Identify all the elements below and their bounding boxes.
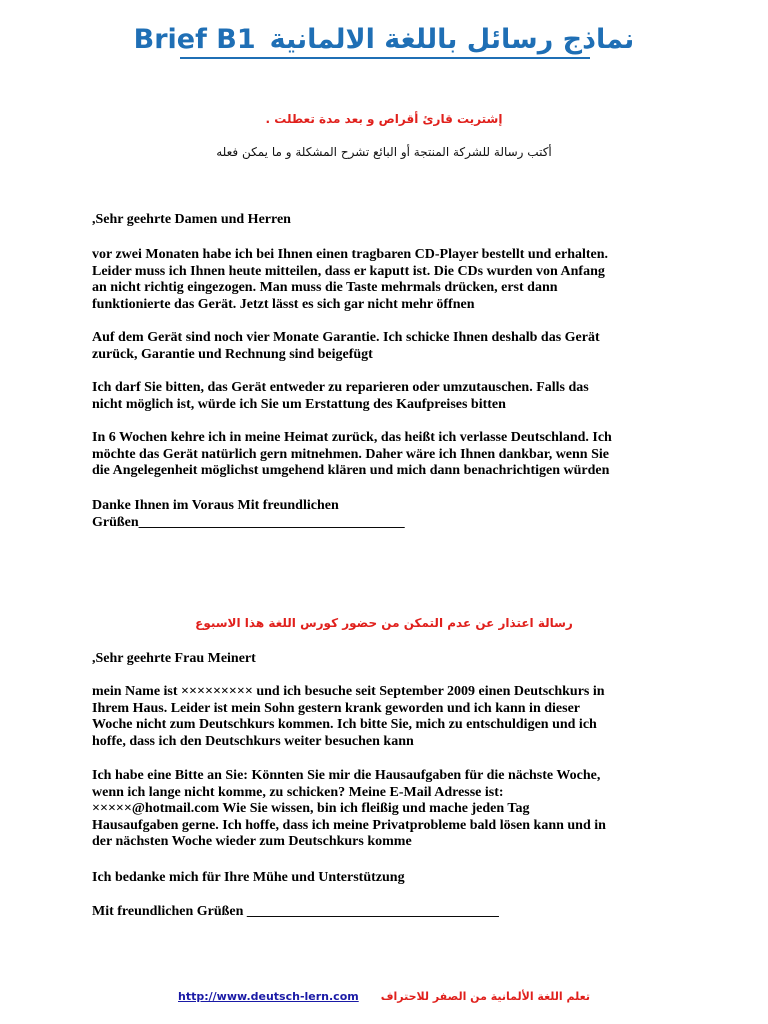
letter1-salutation: ,Sehr geehrte Damen und Herren [92, 212, 291, 227]
letter2-closing: Mit freundlichen Grüßen ____________________________________ [92, 904, 499, 919]
letter1-paragraph-2: Auf dem Gerät sind noch vier Monate Garantie. Ich schicke Ihnen deshalb das Gerät zurück, Garantie und Rechnung sind beigefügt [92, 330, 600, 362]
document-title [0, 24, 768, 55]
title-arabic: نماذج رسائل باللغة الالمانية [269, 24, 635, 55]
footer-tagline-arabic: تعلم اللغة الألمانية من الصفر للاحتراف [380, 990, 590, 1003]
letter2-paragraph-3: Ich bedanke mich für Ihre Mühe und Unterstützung [92, 870, 405, 885]
letter1-paragraph-3: Ich darf Sie bitten, das Gerät entweder zu reparieren oder umzutauschen. Falls das nicht möglich ist, würde ich Sie um Erstattung des Kaufpreises bitten [92, 380, 589, 412]
footer-website-link[interactable]: http://www.deutsch-lern.com [178, 990, 359, 1003]
letter1-paragraph-1: vor zwei Monaten habe ich bei Ihnen einen tragbaren CD-Player bestellt und erhalten. Leider muss ich Ihnen heute mitteilen, dass er kaputt ist. Die CDs wurden von Anfang an nicht richtig eingezogen. Man muss die Taste mehrmals drücken, erst dann funktionierte das Gerät. Jetzt lässt es sich gar nicht mehr öffnen [92, 247, 609, 312]
letter2-paragraph-2: Ich habe eine Bitte an Sie: Könnten Sie mir die Hausaufgaben für die nächste Woche, wenn ich lange nicht komme, zu schicken? Meine E-Mail Adresse ist: ×××××@hotmail.com Wie Sie wissen, bin ich fleißig und mache jeden Tag Hausaufgaben gerne. Ich hoffe, dass ich meine Privatprobleme bald lösen kann und in der nächsten Woche wieder zum Deutschkurs komme [92, 768, 606, 849]
letter1-instruction-arabic: أكتب رسالة للشركة المنتجة أو البائع تشرح المشكلة و ما يمكن فعله [216, 145, 552, 159]
letter2-salutation: ,Sehr geehrte Frau Meinert [92, 651, 256, 666]
letter2-heading-arabic: رسالة اعتذار عن عدم التمكن من حضور كورس اللغة هذا الاسبوع [195, 616, 573, 630]
letter1-heading-arabic: إشتريت قارئ أقراص و بعد مدة تعطلت . [265, 112, 503, 126]
title-german: Brief B1 [133, 24, 256, 55]
letter1-paragraph-4: In 6 Wochen kehre ich in meine Heimat zurück, das heißt ich verlasse Deutschland. Ich möchte das Gerät natürlich gern mitnehmen. Daher wäre ich Ihnen dankbar, wenn Sie die Angelegenheit möglichst umgehend klären und mich dann benachrichtigen würden [92, 430, 612, 478]
letter2-paragraph-1: mein Name ist ××××××××× und ich besuche seit September 2009 einen Deutschkurs in Ihrem Haus. Leider ist mein Sohn gestern krank geworden und ich kann in dieser Woche nicht zum Deutschkurs kommen. Ich bitte Sie, mich zu entschuldigen und ich hoffe, dass ich den Deutschkurs weiter besuchen kann [92, 684, 605, 749]
page-footer [0, 990, 768, 1003]
letter1-closing: Danke Ihnen im Voraus Mit freundlichen Grüßen______________________________________ [92, 498, 405, 530]
title-underline [180, 57, 590, 59]
